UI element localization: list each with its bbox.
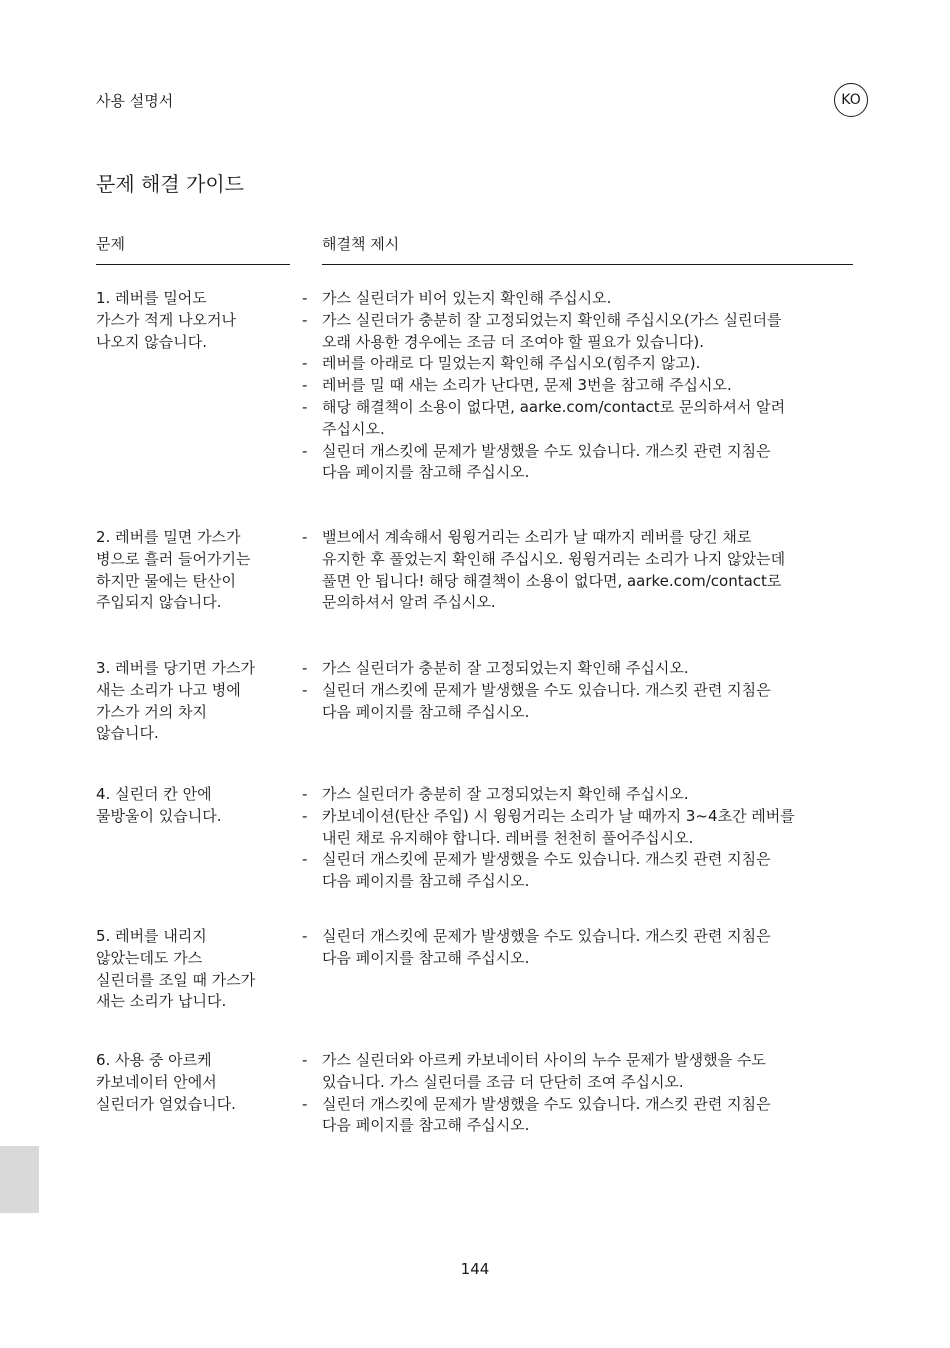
bullet-dash: - <box>302 680 308 699</box>
solution-list <box>302 288 862 484</box>
problem-text: 2. 레버를 밀면 가스가 병으로 흘러 들어가기는 하지만 물에는 탄산이 주입되지 않습니다. <box>96 528 251 612</box>
bullet-dash: - <box>302 354 308 373</box>
bullet-dash: - <box>302 441 308 460</box>
bullet-dash: - <box>302 397 308 416</box>
bullet-dash: - <box>302 927 308 945</box>
bullet-dash: - <box>302 376 308 395</box>
page-number: 144 <box>460 1260 490 1278</box>
solution-text: 해당 해결책이 소용이 없다면, aarke.com/contact로 문의하셔서 알려 주십시오. <box>322 397 786 438</box>
problem-header-divider <box>96 264 290 265</box>
solution-item <box>302 784 862 806</box>
solution-text: 카보네이션(탄산 주입) 시 윙윙거리는 소리가 날 때까지 3~4초간 레버를 내린 채로 유지해야 합니다. 레버를 천천히 풀어주십시오. <box>322 806 795 847</box>
bullet-dash: - <box>302 806 308 825</box>
solution-item <box>302 1094 862 1138</box>
solution-item <box>302 680 862 724</box>
page-title: 문제 해결 가이드 <box>96 172 244 196</box>
solution-list <box>302 926 862 970</box>
solution-text: 가스 실린더가 충분히 잘 고정되었는지 확인해 주십시오. <box>322 659 689 677</box>
solution-item <box>302 441 862 485</box>
solution-item <box>302 397 862 441</box>
solution-column-header: 해결책 제시 <box>322 235 400 253</box>
solution-item <box>302 310 862 354</box>
bullet-dash: - <box>302 785 308 803</box>
bullet-dash: - <box>302 659 308 677</box>
solution-list <box>302 1050 862 1137</box>
solution-item <box>302 658 862 680</box>
solution-list <box>302 527 862 614</box>
section-tab <box>0 1146 39 1213</box>
solution-text: 실린더 개스킷에 문제가 발생했을 수도 있습니다. 개스킷 관련 지침은 다음 페이지를 참고해 주십시오. <box>322 441 771 482</box>
solution-item <box>302 926 862 970</box>
solution-item <box>302 375 862 397</box>
problem-text: 4. 실린더 칸 안에 물방울이 있습니다. <box>96 785 222 825</box>
solution-text: 가스 실린더가 충분히 잘 고정되었는지 확인해 주십시오(가스 실린더를 오래 사용한 경우에는 조금 더 조여야 할 필요가 있습니다). <box>322 310 782 351</box>
solution-item <box>302 1050 862 1094</box>
solution-item <box>302 288 862 310</box>
bullet-dash: - <box>302 289 308 307</box>
solution-text: 실린더 개스킷에 문제가 발생했을 수도 있습니다. 개스킷 관련 지침은 다음 페이지를 참고해 주십시오. <box>322 680 771 721</box>
solution-text: 가스 실린더와 아르케 카보네이터 사이의 누수 문제가 발생했을 수도 있습니다. 가스 실린더를 조금 더 단단히 조여 주십시오. <box>322 1051 766 1091</box>
solution-text: 가스 실린더가 비어 있는지 확인해 주십시오. <box>322 289 612 307</box>
solution-list <box>302 658 862 723</box>
solution-item <box>302 527 862 614</box>
manual-title: 사용 설명서 <box>96 92 174 110</box>
language-badge: KO <box>834 83 868 117</box>
problem-text: 1. 레버를 밀어도 가스가 적게 나오거나 나오지 않습니다. <box>96 289 236 351</box>
solution-item <box>302 806 862 850</box>
bullet-dash: - <box>302 1051 308 1069</box>
solution-text: 레버를 아래로 다 밀었는지 확인해 주십시오(힘주지 않고). <box>322 354 701 373</box>
bullet-dash: - <box>302 850 308 869</box>
solution-item <box>302 353 862 375</box>
solution-text: 가스 실린더가 충분히 잘 고정되었는지 확인해 주십시오. <box>322 785 689 803</box>
solution-text: 레버를 밀 때 새는 소리가 난다면, 문제 3번을 참고해 주십시오. <box>322 376 732 395</box>
problem-text: 5. 레버를 내리지 않았는데도 가스 실린더를 조일 때 가스가 새는 소리가 납니다. <box>96 927 256 1011</box>
solution-text: 실린더 개스킷에 문제가 발생했을 수도 있습니다. 개스킷 관련 지침은 다음 페이지를 참고해 주십시오. <box>322 850 771 891</box>
bullet-dash: - <box>302 310 308 329</box>
solution-text: 밸브에서 계속해서 윙윙거리는 소리가 날 때까지 레버를 당긴 채로 유지한 후 풀었는지 확인해 주십시오. 윙윙거리는 소리가 나지 않았는데 풀면 안 됩니다! 해당 해결책이 소용이 없다면, aarke.com/contact로 문의하셔서 알려 주십시오. <box>322 528 786 612</box>
problem-text: 6. 사용 중 아르케 카보네이터 안에서 실린더가 얼었습니다. <box>96 1051 236 1113</box>
solution-list <box>302 784 862 893</box>
bullet-dash: - <box>302 1094 308 1113</box>
problem-column-header: 문제 <box>96 235 125 253</box>
solution-text: 실린더 개스킷에 문제가 발생했을 수도 있습니다. 개스킷 관련 지침은 다음 페이지를 참고해 주십시오. <box>322 927 771 967</box>
solution-text: 실린더 개스킷에 문제가 발생했을 수도 있습니다. 개스킷 관련 지침은 다음 페이지를 참고해 주십시오. <box>322 1094 771 1135</box>
solution-item <box>302 849 862 893</box>
bullet-dash: - <box>302 528 308 546</box>
problem-text: 3. 레버를 당기면 가스가 새는 소리가 나고 병에 가스가 거의 차지 않습니다. <box>96 659 256 743</box>
solution-header-divider <box>322 264 853 265</box>
